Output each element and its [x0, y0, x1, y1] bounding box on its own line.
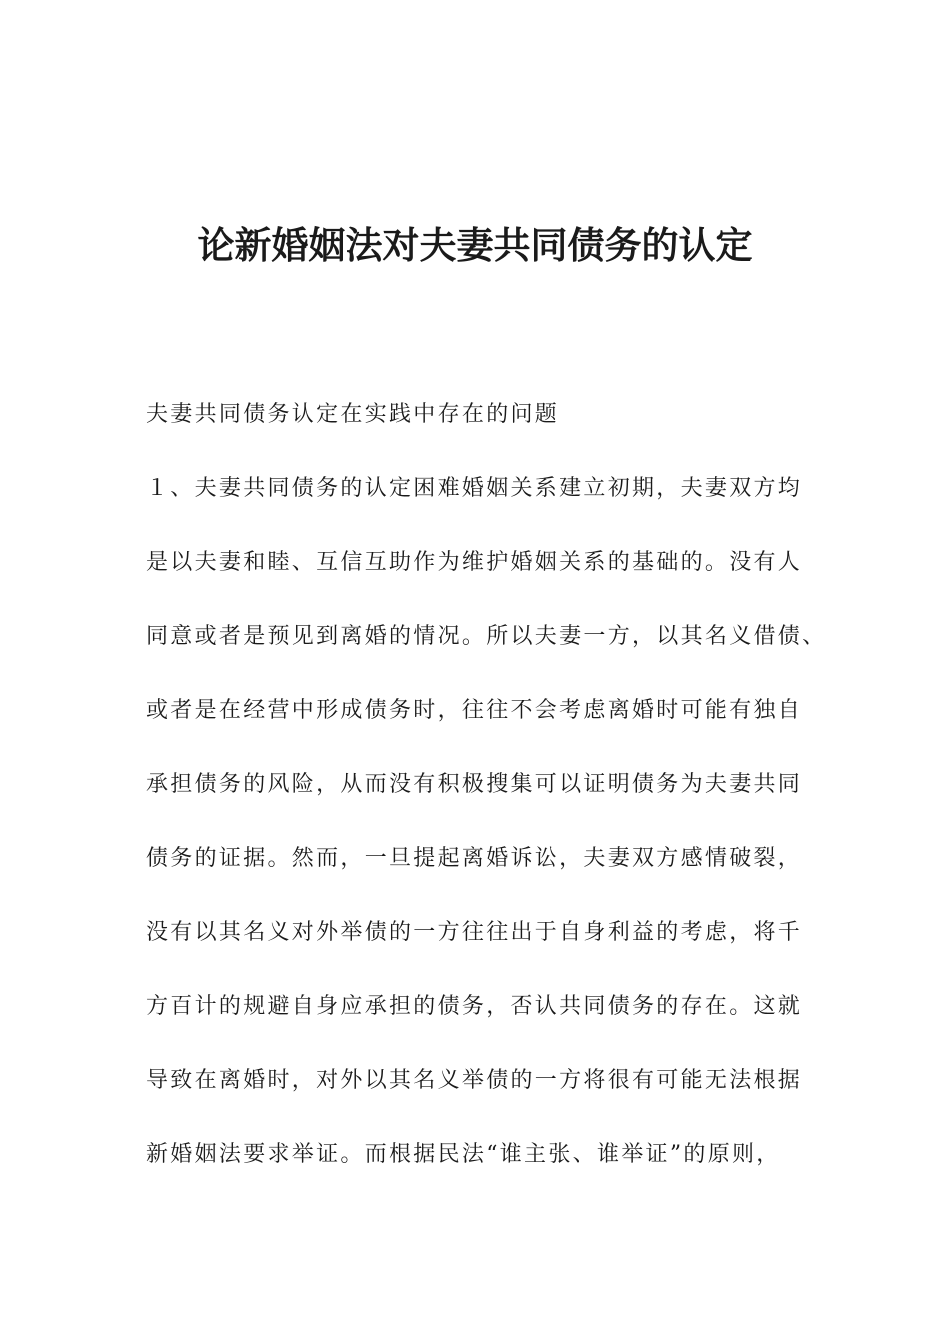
document-title: 论新婚姻法对夫妻共同债务的认定: [197, 224, 753, 267]
document-body: [146, 378, 836, 1192]
body-line: １、夫妻共同债务的认定困难婚姻关系建立初期，夫妻双方均: [146, 476, 803, 501]
body-line: 债务的证据。然而，一旦提起离婚诉讼，夫妻双方感情破裂，: [146, 846, 803, 871]
body-line: 导致在离婚时，对外以其名义举债的一方将很有可能无法根据: [146, 1068, 803, 1093]
body-line: 方百计的规避自身应承担的债务，否认共同债务的存在。这就: [146, 994, 803, 1019]
body-line: 承担债务的风险，从而没有积极搜集可以证明债务为夫妻共同: [146, 772, 803, 797]
body-line: 同意或者是预见到离婚的情况。所以夫妻一方，以其名义借债、: [146, 624, 827, 649]
body-line: 没有以其名义对外举债的一方往往出于自身利益的考虑，将千: [146, 920, 803, 945]
body-line: 是以夫妻和睦、互信互助作为维护婚姻关系的基础的。没有人: [146, 550, 803, 575]
section-heading: 夫妻共同债务认定在实践中存在的问题: [146, 402, 560, 427]
body-line: 或者是在经营中形成债务时，往往不会考虑离婚时可能有独自: [146, 698, 803, 723]
body-line: 新婚姻法要求举证。而根据民法“谁主张、谁举证”的原则，: [146, 1142, 781, 1167]
